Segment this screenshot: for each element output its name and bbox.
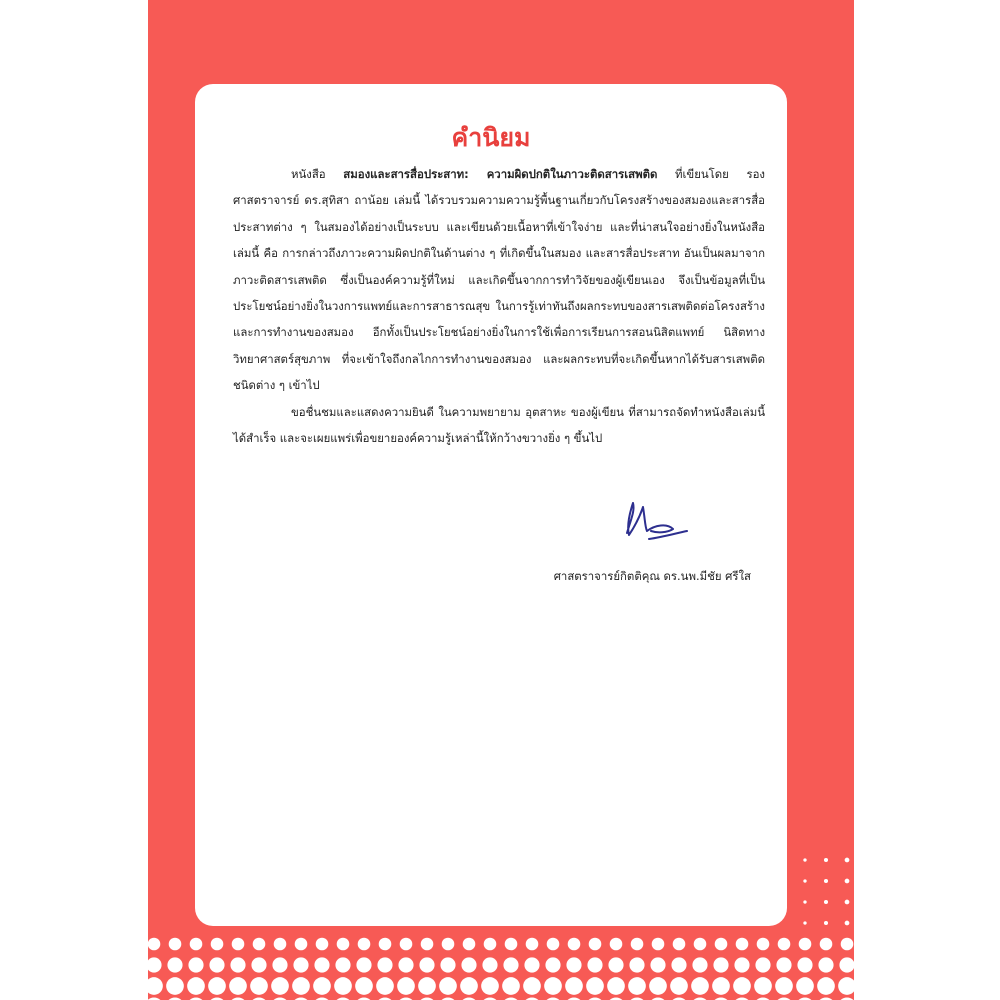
decor-dot [565, 977, 583, 995]
decor-dot [841, 938, 854, 951]
decor-dot [484, 938, 497, 951]
decor-dot [148, 957, 162, 972]
decor-dot [824, 921, 828, 925]
decor-dot [335, 957, 350, 972]
decor-dot [190, 938, 203, 951]
decor-dot [544, 977, 562, 995]
decor-dot [379, 938, 392, 951]
decor-dot [755, 957, 770, 972]
decor-dot [629, 957, 644, 972]
decor-dot [251, 957, 266, 972]
decor-dot [293, 957, 308, 972]
decor-dot [313, 977, 331, 995]
decor-dot [797, 957, 812, 972]
paragraph-rest: ที่เขียนโดย รองศาสตราจารย์ ดร.สุทิสา ถาน้อย เล่มนี้ ได้รวบรวมความความรู้พื้นฐานเกี่ยวกับโครงสร้างของสมองและสารสื่อประสาทต่าง ๆ ในสมองได้อย่างเป็นระบบ และเขียนด้วยเนื้อหาที่เข้าใจง่าย และที่น่าสนใจอย่างยิ่งในหนังสือเล่มนี้ คือ การกล่าวถึงภาวะความผิดปกติในด้านต่าง ๆ ที่เกิดขึ้นในสมอง และสารสื่อประสาท อันเป็นผลมาจากภาวะติดสารเสพติด ซึ่งเป็นองค์ความรู้ที่ใหม่ และเกิดขึ้นจากการทำวิจัยของผู้เขียนเอง จึงเป็นข้อมูลที่เป็นประโยชน์อย่างยิ่งในวงการแพทย์และการสาธารณสุข ในการรู้เท่าทันถึงผลกระทบของสารเสพติดต่อโครงสร้างและการทำงานของสมอง อีกทั้งเป็นประโยชน์อย่างยิ่งในการใช้เพื่อการเรียนการสอนนิสิตแพทย์ นิสิตทางวิทยาศาสตร์สุขภาพ ที่จะเข้าใจถึงกลไกการทำงานของสมอง และผลกระทบที่จะเกิดขึ้นหากได้รับสารเสพติดชนิดต่าง ๆ เข้าไป [233, 167, 765, 393]
decor-dot [271, 977, 289, 995]
decor-dot [397, 977, 415, 995]
decor-dot [211, 938, 224, 951]
decor-dot [803, 921, 806, 924]
decor-dot [586, 977, 604, 995]
decor-dot [796, 977, 814, 995]
decor-dot [421, 938, 434, 951]
decor-dot [775, 977, 793, 995]
decor-dot [778, 938, 791, 951]
decor-dot [547, 938, 560, 951]
decor-dot [610, 938, 623, 951]
decor-dot [356, 957, 371, 972]
book-title: สมองและสารสื่อประสาท: ความผิดปกติในภาวะติดสารเสพติด [343, 167, 658, 181]
decor-dot [628, 977, 646, 995]
book-cover [148, 0, 854, 1000]
decor-dot [568, 938, 581, 951]
decor-dot [589, 938, 602, 951]
decor-dot [824, 900, 828, 904]
decor-dot [419, 957, 434, 972]
foreword-card [195, 84, 787, 926]
decor-dot [400, 938, 413, 951]
decor-dot [376, 977, 394, 995]
decor-dot [209, 957, 224, 972]
decor-dot [169, 938, 182, 951]
decor-dot [845, 858, 850, 863]
decor-dot [358, 938, 371, 951]
decor-dot [694, 938, 707, 951]
decor-dot [232, 938, 245, 951]
decor-dot [526, 938, 539, 951]
decor-dot [460, 977, 478, 995]
decor-dot [838, 977, 854, 995]
decor-dot [481, 977, 499, 995]
decor-dot [824, 879, 828, 883]
decor-dot [733, 977, 751, 995]
decor-dot [418, 977, 436, 995]
handwritten-signature [615, 489, 695, 549]
decor-dot [824, 858, 828, 862]
decor-dot [229, 977, 247, 995]
decor-dot [607, 977, 625, 995]
decor-dot [817, 977, 835, 995]
decor-dot [442, 938, 455, 951]
decor-dot [845, 900, 850, 905]
decor-dot [337, 938, 350, 951]
decor-dot [167, 957, 182, 972]
decor-dot [736, 938, 749, 951]
decor-dot [482, 957, 497, 972]
decor-dot [587, 957, 602, 972]
decor-dot [292, 977, 310, 995]
decor-dot [671, 957, 686, 972]
decor-dot [649, 977, 667, 995]
page-title: คำนิยม [451, 123, 531, 152]
decor-dot [524, 957, 539, 972]
decor-dot [712, 977, 730, 995]
decor-dot [691, 977, 709, 995]
decor-dot [692, 957, 707, 972]
decor-dot [187, 977, 205, 995]
decor-dot [713, 957, 728, 972]
decor-dot [803, 900, 806, 903]
decor-dot [734, 957, 749, 972]
decor-dot [250, 977, 268, 995]
decor-dot [398, 957, 413, 972]
decor-dot [377, 957, 392, 972]
decor-dot [314, 957, 329, 972]
foreword-body [233, 161, 765, 451]
decor-dot [505, 938, 518, 951]
decor-dot [355, 977, 373, 995]
foreword-paragraph-2: ขอชื่นชมและแสดงความยินดี ในความพยายาม อุตสาหะ ของผู้เขียน ที่สามารถจัดทำหนังสือเล่มนี้ได้สำเร็จ และจะเผยแพร่เพื่อขยายองค์ความรู้เหล่านี้ให้กว้างขวางยิ่ง ๆ ขึ้นไป [233, 404, 765, 446]
decor-dot [776, 957, 791, 972]
decor-dot [803, 879, 806, 882]
decor-dot [148, 938, 160, 951]
decor-dot [253, 938, 266, 951]
decor-dot [566, 957, 581, 972]
decor-dot [295, 938, 308, 951]
decor-dot [757, 938, 770, 951]
decor-dot [754, 977, 772, 995]
decor-dot [820, 938, 833, 951]
decor-dot [799, 938, 812, 951]
decor-dot [818, 957, 833, 972]
foreword-paragraph-1 [233, 161, 765, 399]
decor-dot [502, 977, 520, 995]
decor-dot [503, 957, 518, 972]
decor-dot [673, 938, 686, 951]
decor-dot [148, 977, 163, 995]
signer-name: ศาสตราจารย์กิตติคุณ ดร.นพ.มีชัย ศรีใส [553, 569, 751, 583]
decor-dot [166, 977, 184, 995]
decor-dot [523, 977, 541, 995]
decor-dot [715, 938, 728, 951]
decor-dot [272, 957, 287, 972]
decor-dot [274, 938, 287, 951]
decor-dot [845, 879, 850, 884]
decor-dot [631, 938, 644, 951]
decor-dot [461, 957, 476, 972]
decor-dot [439, 977, 457, 995]
decor-dot [845, 921, 850, 926]
decor-dot [545, 957, 560, 972]
decor-dot [208, 977, 226, 995]
decor-dot [188, 957, 203, 972]
decor-dot [440, 957, 455, 972]
decor-dot [803, 858, 806, 861]
decor-dot [652, 938, 665, 951]
decor-dot [839, 957, 854, 972]
decor-dot [316, 938, 329, 951]
decor-dot [650, 957, 665, 972]
decor-dot [670, 977, 688, 995]
paragraph-lead: หนังสือ [291, 167, 326, 181]
decor-dot [230, 957, 245, 972]
decor-dot [608, 957, 623, 972]
decor-dot [463, 938, 476, 951]
decor-dot [334, 977, 352, 995]
